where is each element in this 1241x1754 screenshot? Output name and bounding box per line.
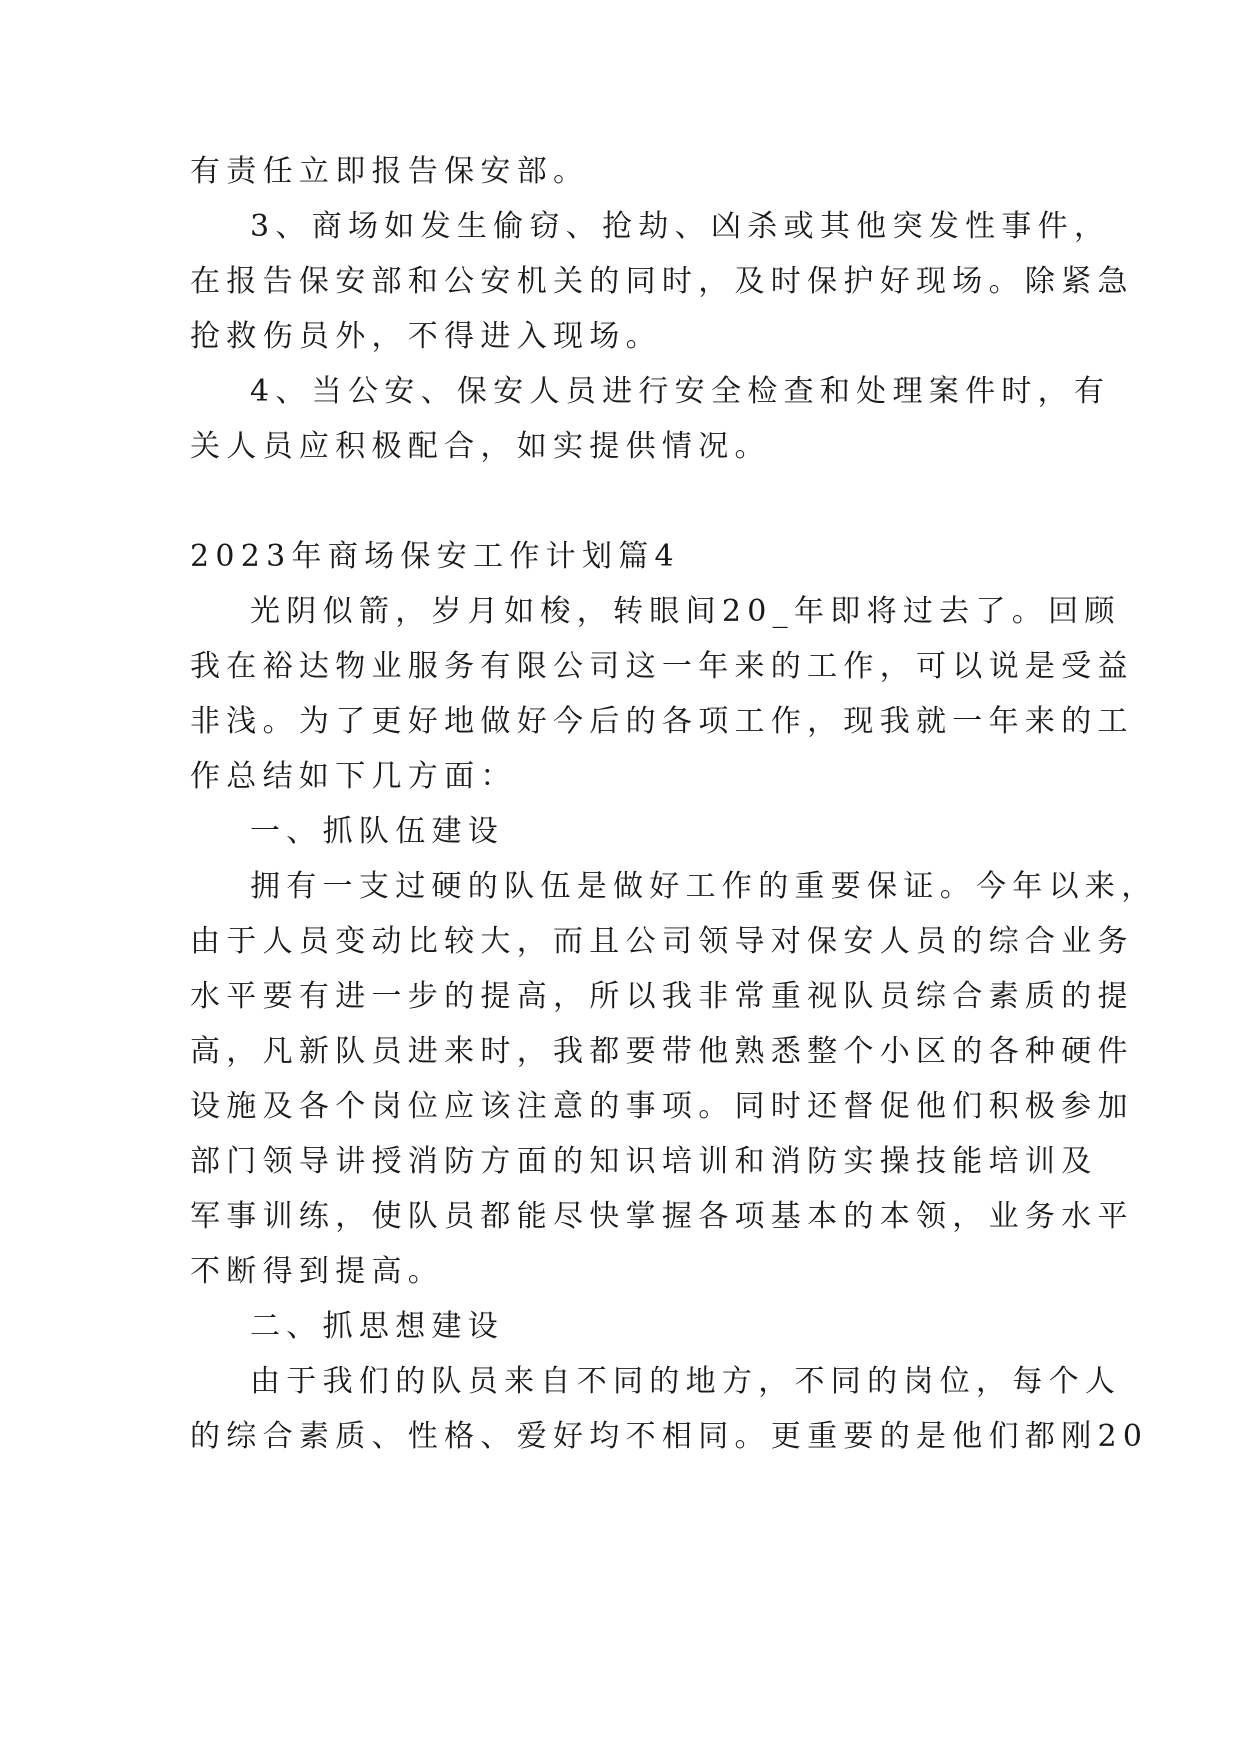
paragraph-line: 光阴似箭，岁月如梭，转眼间20_年即将过去了。回顾	[250, 594, 1121, 629]
paragraph-line: 非浅。为了更好地做好今后的各项工作，现我就一年来的工	[190, 704, 1134, 739]
paragraph-line: 设施及各个岗位应该注意的事项。同时还督促他们积极参加	[190, 1089, 1134, 1124]
paragraph-line: 由于我们的队员来自不同的地方，不同的岗位，每个人	[250, 1364, 1122, 1399]
paragraph-line: 由于人员变动比较大，而且公司领导对保安人员的综合业务	[190, 924, 1134, 959]
section-heading: 2023年商场保安工作计划篇4	[190, 539, 680, 574]
subheading: 二、抓思想建设	[250, 1309, 505, 1344]
paragraph-line: 有责任立即报告保安部。	[190, 154, 590, 189]
paragraph-line: 水平要有进一步的提高，所以我非常重视队员综合素质的提	[190, 979, 1134, 1014]
paragraph-line: 在报告保安部和公安机关的同时，及时保护好现场。除紧急	[190, 264, 1134, 299]
paragraph-line: 3、商场如发生偷窃、抢劫、凶杀或其他突发性事件，	[250, 209, 1111, 244]
paragraph-line: 关人员应积极配合，如实提供情况。	[190, 429, 771, 464]
paragraph-line: 我在裕达物业服务有限公司这一年来的工作，可以说是受益	[190, 649, 1134, 684]
paragraph-line: 高，凡新队员进来时，我都要带他熟悉整个小区的各种硬件	[190, 1034, 1134, 1069]
paragraph-line: 拥有一支过硬的队伍是做好工作的重要保证。今年以来，	[250, 869, 1158, 904]
paragraph-line: 军事训练，使队员都能尽快掌握各项基本的本领，业务水平	[190, 1199, 1134, 1234]
paragraph-line: 的综合素质、性格、爱好均不相同。更重要的是他们都刚20	[190, 1419, 1149, 1454]
subheading: 一、抓队伍建设	[250, 814, 505, 849]
paragraph-line: 抢救伤员外，不得进入现场。	[190, 319, 662, 354]
paragraph-line: 部门领导讲授消防方面的知识培训和消防实操技能培训及	[190, 1144, 1098, 1179]
paragraph-line: 作总结如下几方面：	[190, 759, 517, 794]
paragraph-line: 4、当公安、保安人员进行安全检查和处理案件时，有	[250, 374, 1111, 409]
paragraph-line: 不断得到提高。	[190, 1254, 445, 1289]
